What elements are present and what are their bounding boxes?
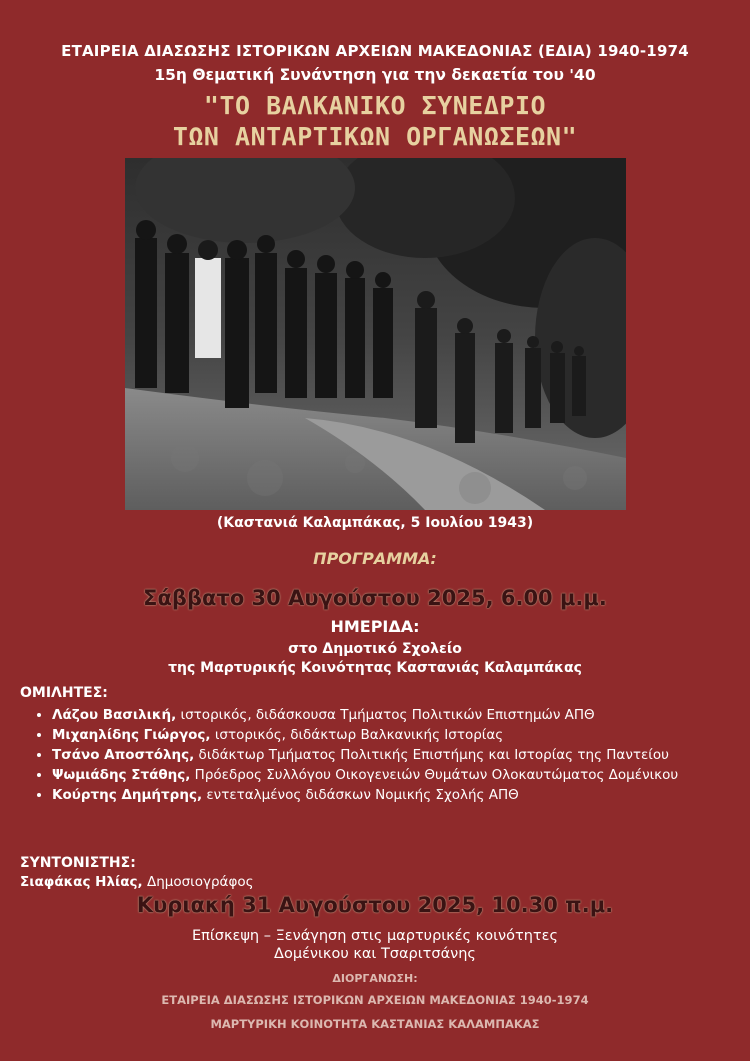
title-line-2: ΤΩΝ ΑΝΤΑΡΤΙΚΩΝ ΟΡΓΑΝΩΣΕΩΝ" xyxy=(172,122,578,151)
photo-caption: (Καστανιά Καλαμπάκας, 5 Ιουλίου 1943) xyxy=(216,515,534,531)
speaker-role: ιστορικός, διδάκτωρ Βαλκανικής Ιστορίας xyxy=(210,727,504,743)
speaker-role: εντεταλμένος διδάσκων Νομικής Σχολής ΑΠΘ xyxy=(202,787,519,803)
coordinator-role: Δημοσιογράφος xyxy=(142,874,254,890)
speaker-name: Κούρτης Δημήτρης, xyxy=(52,787,203,803)
speaker-item xyxy=(52,726,750,745)
organizer-2: ΜΑΡΤΥΡΙΚΗ ΚΟΙΝΟΤΗΤΑ ΚΑΣΤΑΝΙΑΣ ΚΑΛΑΜΠΑΚΑΣ xyxy=(210,1017,540,1031)
historical-photo xyxy=(125,158,626,510)
speaker-name: Μιχαηλίδης Γιώργος, xyxy=(52,727,211,743)
coordinator-name: Σιαφάκας Ηλίας, xyxy=(20,874,143,890)
speaker-role: διδάκτωρ Τμήματος Πολιτικής Επιστήμης και Ιστορίας της Παντείου xyxy=(194,747,669,763)
speaker-name: Ψωμιάδης Στάθης, xyxy=(52,767,191,783)
organizer-1: ΕΤΑΙΡΕΙΑ ΔΙΑΣΩΣΗΣ ΙΣΤΟΡΙΚΩΝ ΑΡΧΕΙΩΝ ΜΑΚΕΔΟΝΙΑΣ 1940-1974 xyxy=(161,993,589,1007)
speaker-name: Λάζου Βασιλική, xyxy=(52,707,177,723)
speaker-role: ιστορικός, διδάσκουσα Τμήματος Πολιτικών Επιστημών ΑΠΘ xyxy=(176,707,595,723)
program-heading: ΠΡΟΓΡΑΜΜΑ: xyxy=(313,549,437,568)
day2-line-1: Επίσκεψη – Ξενάγηση στις μαρτυρικές κοινότητες xyxy=(192,928,558,944)
photo-illustration xyxy=(125,158,626,510)
day2-line-2: Δομένικου και Τσαριτσάνης xyxy=(274,946,476,962)
event-subtitle: 15η Θεματική Συνάντηση για την δεκαετία του '40 xyxy=(154,66,596,84)
speaker-item xyxy=(52,746,750,765)
speaker-item xyxy=(52,766,750,785)
title-line-1: "ΤΟ ΒΑΛΚΑΝΙΚΟ ΣΥΝΕΔΡΙΟ xyxy=(203,91,547,120)
speaker-name: Τσάνο Αποστόλης, xyxy=(52,747,195,763)
day1-venue-line-1: στο Δημοτικό Σχολείο xyxy=(288,641,462,657)
speaker-item xyxy=(52,706,750,725)
speaker-role: Πρόεδρος Συλλόγου Οικογενειών Θυμάτων Ολοκαυτώματος Δομένικου xyxy=(190,767,679,783)
day1-event: ΗΜΕΡΙΔΑ: xyxy=(330,617,420,636)
day1-venue-line-2: της Μαρτυρικής Κοινότητας Καστανιάς Καλαμπάκας xyxy=(168,660,582,676)
speakers-list xyxy=(30,706,750,806)
day2-date: Κυριακή 31 Αυγούστου 2025, 10.30 π.μ. xyxy=(136,893,614,917)
organizers-heading: ΔΙΟΡΓΑΝΩΣΗ: xyxy=(332,972,418,985)
organization-header: ΕΤΑΙΡΕΙΑ ΔΙΑΣΩΣΗΣ ΙΣΤΟΡΙΚΩΝ ΑΡΧΕΙΩΝ ΜΑΚΕΔΟΝΙΑΣ (ΕΔΙΑ) 1940-1974 xyxy=(61,42,689,60)
speakers-heading: ΟΜΙΛΗΤΕΣ: xyxy=(20,685,108,701)
day1-date: Σάββατο 30 Αυγούστου 2025, 6.00 μ.μ. xyxy=(143,586,607,610)
speaker-item xyxy=(52,786,750,805)
coordinator xyxy=(20,874,254,890)
coordinator-heading: ΣΥΝΤΟΝΙΣΤΗΣ: xyxy=(20,855,136,871)
